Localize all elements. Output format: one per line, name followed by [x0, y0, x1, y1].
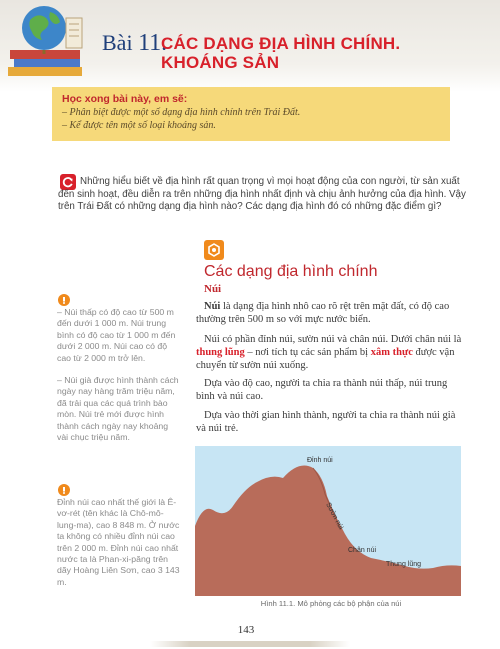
subheading-mountain: Núi — [204, 283, 222, 295]
sidebar-note-age: – Núi già được hình thành cách ngày nay hàng trăm triệu năm, đã trải qua các quá trình bào mòn. Núi trẻ mới được hình thành cách ngày nay khoảng vài chục triệu năm. — [57, 375, 179, 443]
label-foot: Chân núi — [348, 547, 377, 554]
paragraph-height: Dựa vào độ cao, người ta chia ra thành núi thấp, núi trung bình và núi cao. — [196, 378, 448, 403]
note-icon — [58, 294, 70, 306]
mountain-figure — [195, 446, 461, 596]
note-icon — [58, 484, 70, 496]
sidebar-note-height: – Núi thấp có độ cao từ 500 m đến dưới 1 000 m. Núi trung bình có độ cao từ 1 000 m đến dưới 2 000 m. Núi cao có độ cao từ 2 000 m trở lên. — [57, 307, 176, 363]
lesson-number — [102, 30, 167, 57]
label-slope: Sườn núi — [324, 501, 345, 531]
lesson-number-value: 11. — [138, 30, 168, 56]
paragraph-age: Dựa vào thời gian hình thành, người ta chia ra thành núi già và núi trẻ. — [196, 410, 456, 435]
figure-caption: Hình 11.1. Mô phỏng các bộ phận của núi — [260, 599, 402, 608]
term-erosion: xâm thực — [370, 347, 413, 359]
objective-item: – Phân biệt được một số dạng địa hình chính trên Trái Đất. — [62, 107, 301, 118]
page-number: 143 — [237, 624, 255, 636]
paragraph-definition-text: là dạng địa hình nhô cao rõ rệt trên mặt đất, có độ cao thường trên 500 m so với mực nước biển. — [196, 301, 450, 326]
lesson-label: Bài — [102, 30, 133, 55]
intro-paragraph: Những hiểu biết về địa hình rất quan trọng vì mọi hoạt động của con người, từ sản xuất đến sinh hoạt, đều diễn ra trên những địa hình nhất định và chịu ảnh hưởng của địa hình. Vậy trên Trái Đất có những dạng địa hình nào? Các dạng địa hình đó có những đặc điểm gì? — [58, 176, 466, 212]
objective-item: – Kể được tên một số loại khoáng sản. — [62, 120, 216, 131]
paragraph-parts-a: Núi có phần đỉnh núi, sườn núi và chân núi. Dưới chân núi là — [204, 334, 462, 345]
lesson-title: CÁC DẠNG ĐỊA HÌNH CHÍNH. KHOÁNG SẢN — [161, 34, 401, 72]
objectives-box — [52, 87, 450, 141]
section-title: Các dạng địa hình chính — [204, 263, 378, 280]
sidebar-note-peaks: Đỉnh núi cao nhất thế giới là Ê-vơ-rét (tên khác là Chô-mô-lung-ma), cao 8 848 m. Ở nước ta không có nhiều đỉnh núi cao trên 2 000 m. Đỉnh núi cao nhất nước ta là Phan-xi-păng trên dãy Hoàng Liên Sơn, cao 3 143 m. — [57, 497, 180, 587]
section-badge-icon — [204, 240, 224, 260]
paragraph-parts-b: – nơi tích tụ các sản phẩm bị — [244, 347, 371, 359]
label-valley: Thung lũng — [386, 561, 422, 568]
objectives-heading: Học xong bài này, em sẽ: — [62, 93, 188, 105]
term-mountain: Núi — [204, 301, 221, 312]
paragraph-parts-c: được vận chuyển từ sườn núi xuống. — [196, 347, 455, 372]
label-peak: Đỉnh núi — [307, 457, 333, 464]
term-valley: thung lũng — [196, 347, 245, 359]
globe-books-icon — [8, 2, 90, 78]
footer-decoration — [150, 641, 350, 647]
paragraph-parts — [196, 333, 466, 373]
paragraph-definition — [196, 300, 466, 326]
